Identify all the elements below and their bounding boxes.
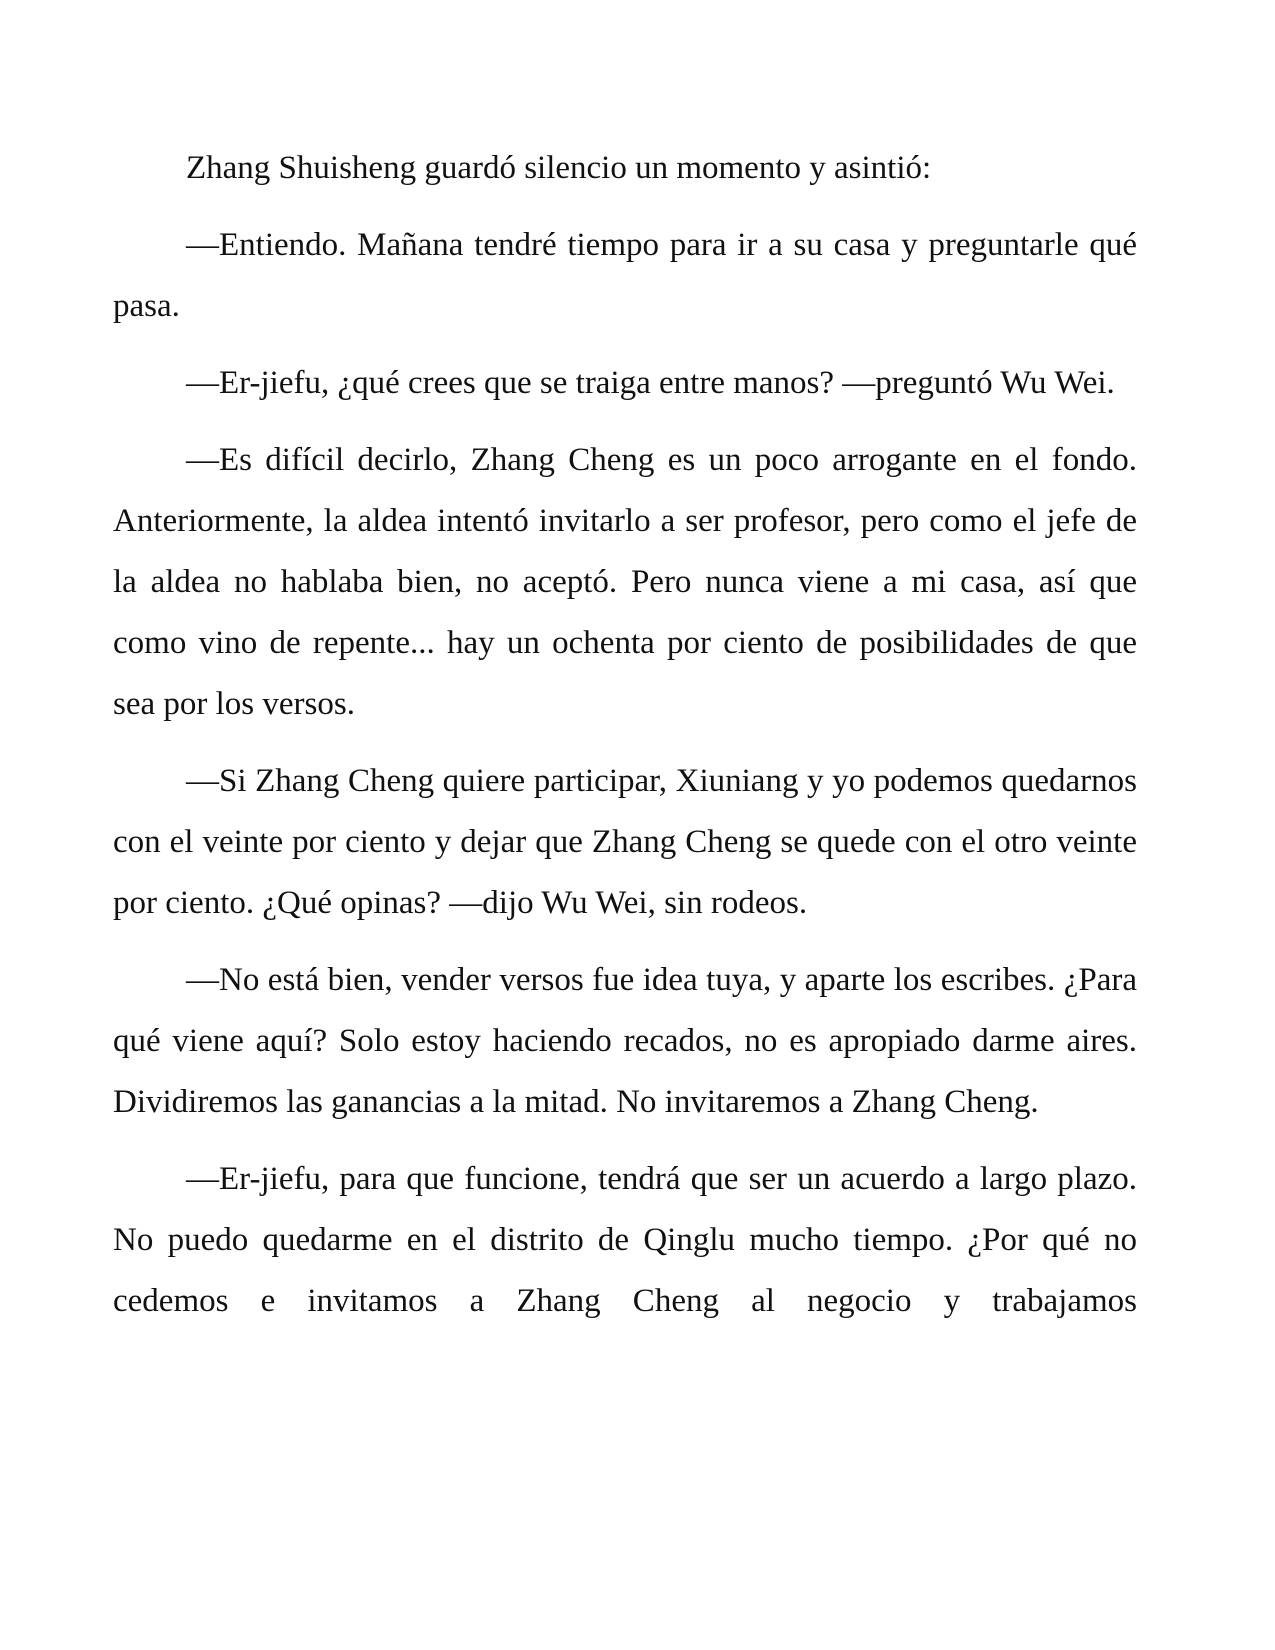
body-text xyxy=(113,138,1137,1332)
paragraph: —Er-jiefu, ¿qué crees que se traiga entre manos? —preguntó Wu Wei. xyxy=(186,365,1115,401)
paragraph: Zhang Shuisheng guardó silencio un momento y asintió: xyxy=(186,150,932,186)
paragraph: —Es difícil decirlo, Zhang Cheng es un poco arrogante en el fondo. Anteriormente, la aldea intentó invitarlo a ser profesor, pero como el jefe de la aldea no hablaba bien, no aceptó. Pero nunca viene a mi casa, así que como vino de repente... hay un ochenta por ciento de posibilidades de que sea por los versos. xyxy=(113,442,1137,722)
paragraph: —Si Zhang Cheng quiere participar, Xiuniang y yo podemos quedarnos con el veinte por ciento y dejar que Zhang Cheng se quede con el otro veinte por ciento. ¿Qué opinas? —dijo Wu Wei, sin rodeos. xyxy=(113,763,1137,921)
paragraph: —Entiendo. Mañana tendré tiempo para ir a su casa y preguntarle qué pasa. xyxy=(113,227,1137,324)
paragraph: —No está bien, vender versos fue idea tuya, y aparte los escribes. ¿Para qué viene aquí? Solo estoy haciendo recados, no es apropiado darme aires. Dividiremos las ganancias a la mitad. No invitaremos a Zhang Cheng. xyxy=(113,962,1137,1120)
paragraph: —Er-jiefu, para que funcione, tendrá que ser un acuerdo a largo plazo. No puedo quedarme en el distrito de Qinglu mucho tiempo. ¿Por qué no cedemos e invitamos a Zhang Cheng al negocio y trabajamos xyxy=(113,1161,1137,1319)
